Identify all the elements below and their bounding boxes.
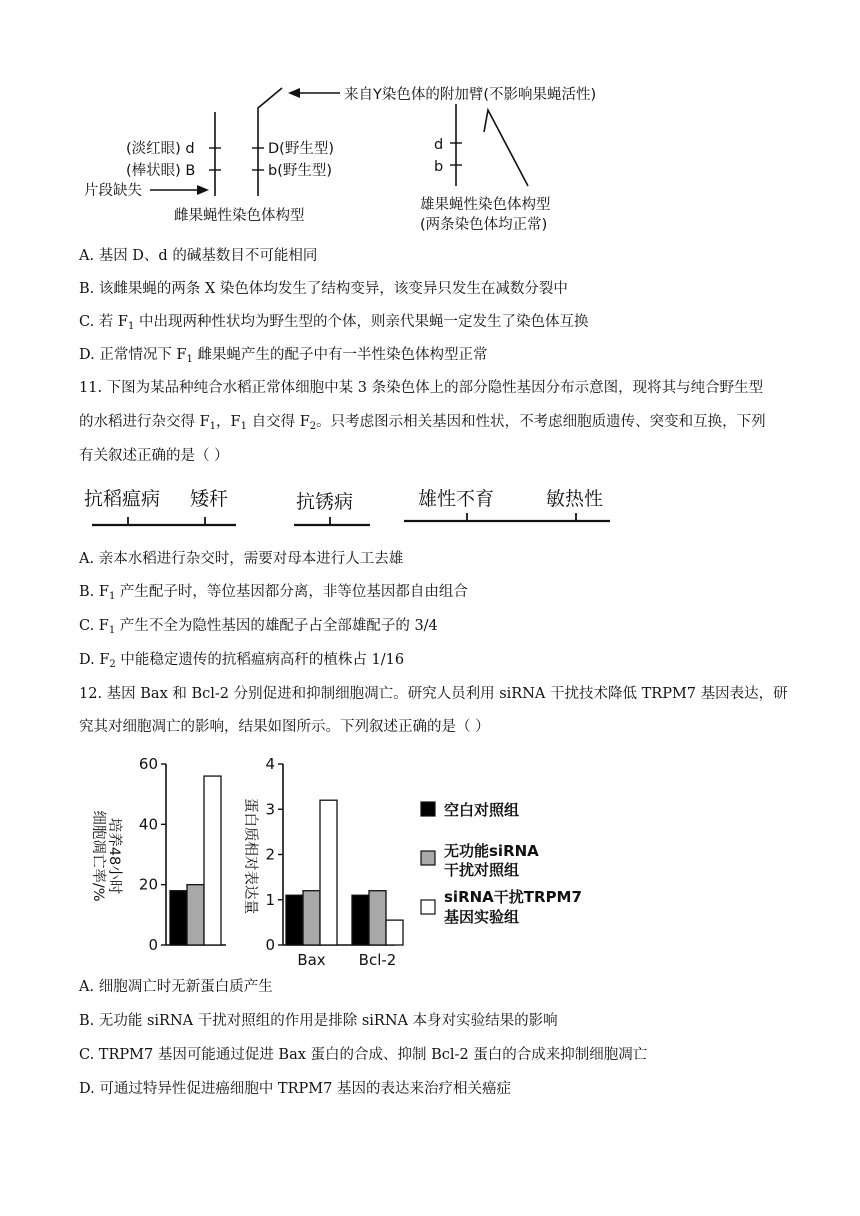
deletion-label: 片段缺失: [84, 183, 142, 199]
chart-apoptosis-rate: [90, 755, 226, 954]
gene-heat-sensitivity: 敏热性: [546, 488, 604, 510]
label-bar-eye: (棒状眼) B: [126, 163, 196, 179]
q11-stem-line1: 11. 下图为某品种纯合水稻正常体细胞中某 3 条染色体上的部分隐性基因分布示意图，现将其与纯合野生型: [79, 380, 764, 396]
legend-label-blank: 空白对照组: [444, 801, 520, 819]
q11-option-c: C. $F_1$ 产生不全为隐性基因的雄配子占全部雄配子的 3/4: [79, 618, 438, 636]
y-arm-label: 来自Y染色体的附加臂(不影响果蝇活性): [344, 87, 597, 103]
chart2-ylabel: 蛋白质相对表达量: [242, 798, 258, 914]
legend-label-nonfunctional-2: 干扰对照组: [444, 861, 520, 879]
chart2-tick-label: 3: [265, 800, 275, 819]
chart2-tick-label: 2: [265, 845, 275, 864]
chart2-bar-2-3: [386, 920, 403, 945]
chart2-tick-label: 4: [265, 755, 275, 773]
q10-option-c: C. 若 $F_1$ 中出现两种性状均为野生型的个体，则亲代果蝇一定发生了染色体互换: [79, 314, 589, 332]
male-caption-2: (两条染色体均正常): [420, 217, 548, 233]
q11-stem-line2: 的水稻进行杂交得 $F_1$，$F_1$ 自交得 $F_2$。只考虑图示相关基因和性状，不考虑细胞质遗传、突变和互换，下列: [79, 414, 766, 432]
q12-stem-line2: 究其对细胞凋亡的影响，结果如图所示。下列叙述正确的是（ ）: [79, 719, 490, 735]
gene-male-sterility: 雄性不育: [418, 488, 495, 510]
legend-swatch-trpm7: [421, 900, 435, 914]
chart1-tick-label: 60: [138, 755, 158, 773]
chart2-category-label: Bax: [297, 951, 326, 969]
gene-rust-resistance: 抗锈病: [296, 491, 354, 513]
chart2-category-label: Bcl-2: [358, 951, 397, 969]
q12-option-b: B. 无功能 siRNA 干扰对照组的作用是排除 siRNA 本身对实验结果的影响: [79, 1013, 558, 1029]
chart2-bar-2-2: [369, 891, 386, 945]
q10-option-b: B. 该雌果蝇的两条 X 染色体均发生了结构变异，该变异只发生在减数分裂中: [79, 281, 568, 297]
chart-protein-expression: [242, 755, 403, 969]
chart2-bar-1-3: [320, 800, 337, 945]
label-b: b: [434, 159, 444, 175]
legend-swatch-blank: [421, 802, 435, 816]
female-caption: 雌果蝇性染色体构型: [174, 208, 305, 224]
legend-label-trpm7-2: 基因实验组: [444, 908, 520, 926]
chart1-tick-label: 20: [138, 875, 158, 894]
legend-label-trpm7-1: siRNA干扰TRPM7: [444, 888, 582, 906]
q10-option-a: A. 基因 D、d 的碱基数目不可能相同: [79, 248, 318, 264]
chart2-bar-1-2: [303, 891, 320, 945]
q12-option-c: C. TRPM7 基因可能通过促进 Bax 蛋白的合成、抑制 Bcl-2 蛋白的合成来抑制细胞凋亡: [79, 1047, 648, 1063]
q12-option-a: A. 细胞凋亡时无新蛋白质产生: [79, 979, 273, 995]
legend-swatch-nonfunctional: [421, 851, 435, 865]
q10-option-d: D. 正常情况下 $F_1$ 雌果蝇产生的配子中有一半性染色体构型正常: [79, 347, 488, 365]
chart1-bar-1-1: [170, 891, 187, 945]
gene-dwarf: 矮秆: [190, 488, 229, 510]
chart-legend: [421, 801, 582, 926]
chart2-tick-label: 0: [265, 936, 275, 954]
chart2-bar-2-1: [352, 895, 369, 945]
q11-option-a: A. 亲本水稻进行杂交时，需要对母本进行人工去雄: [79, 551, 404, 567]
chart1-bar-1-2: [187, 885, 204, 945]
label-D-wild: D(野生型): [268, 141, 334, 157]
q11-option-b: B. $F_1$ 产生配子时，等位基因都分离，非等位基因都自由组合: [79, 584, 468, 602]
chart1-bar-1-3: [204, 776, 221, 945]
chart2-bar-1-1: [286, 895, 303, 945]
q11-option-d: D. $F_2$ 中能稳定遗传的抗稻瘟病高秆的植株占 1/16: [79, 652, 405, 670]
label-pale-red-eye: (淡红眼) d: [126, 141, 195, 157]
q12-option-d: D. 可通过特异性促进癌细胞中 TRPM7 基因的表达来治疗相关癌症: [79, 1081, 511, 1097]
q11-stem-line3: 有关叙述正确的是（ ）: [79, 448, 229, 464]
male-caption-1: 雄果蝇性染色体构型: [420, 197, 551, 213]
q12-stem-line1: 12. 基因 Bax 和 Bcl-2 分别促进和抑制细胞凋亡。研究人员利用 siRNA 干扰技术降低 TRPM7 基因表达，研: [79, 686, 788, 702]
label-b-wild: b(野生型): [268, 163, 333, 179]
chart2-tick-label: 1: [265, 890, 275, 909]
label-d: d: [434, 137, 444, 153]
chart1-ylabel-line2: 细胞凋亡率/%: [90, 810, 106, 902]
chart1-tick-label: 40: [138, 815, 158, 834]
chart1-tick-label: 0: [148, 936, 158, 954]
chart1-ylabel-line1: 培养48小时: [106, 817, 122, 895]
legend-label-nonfunctional-1: 无功能siRNA: [444, 842, 539, 860]
gene-rice-blast-resistance: 抗稻瘟病: [84, 488, 161, 510]
